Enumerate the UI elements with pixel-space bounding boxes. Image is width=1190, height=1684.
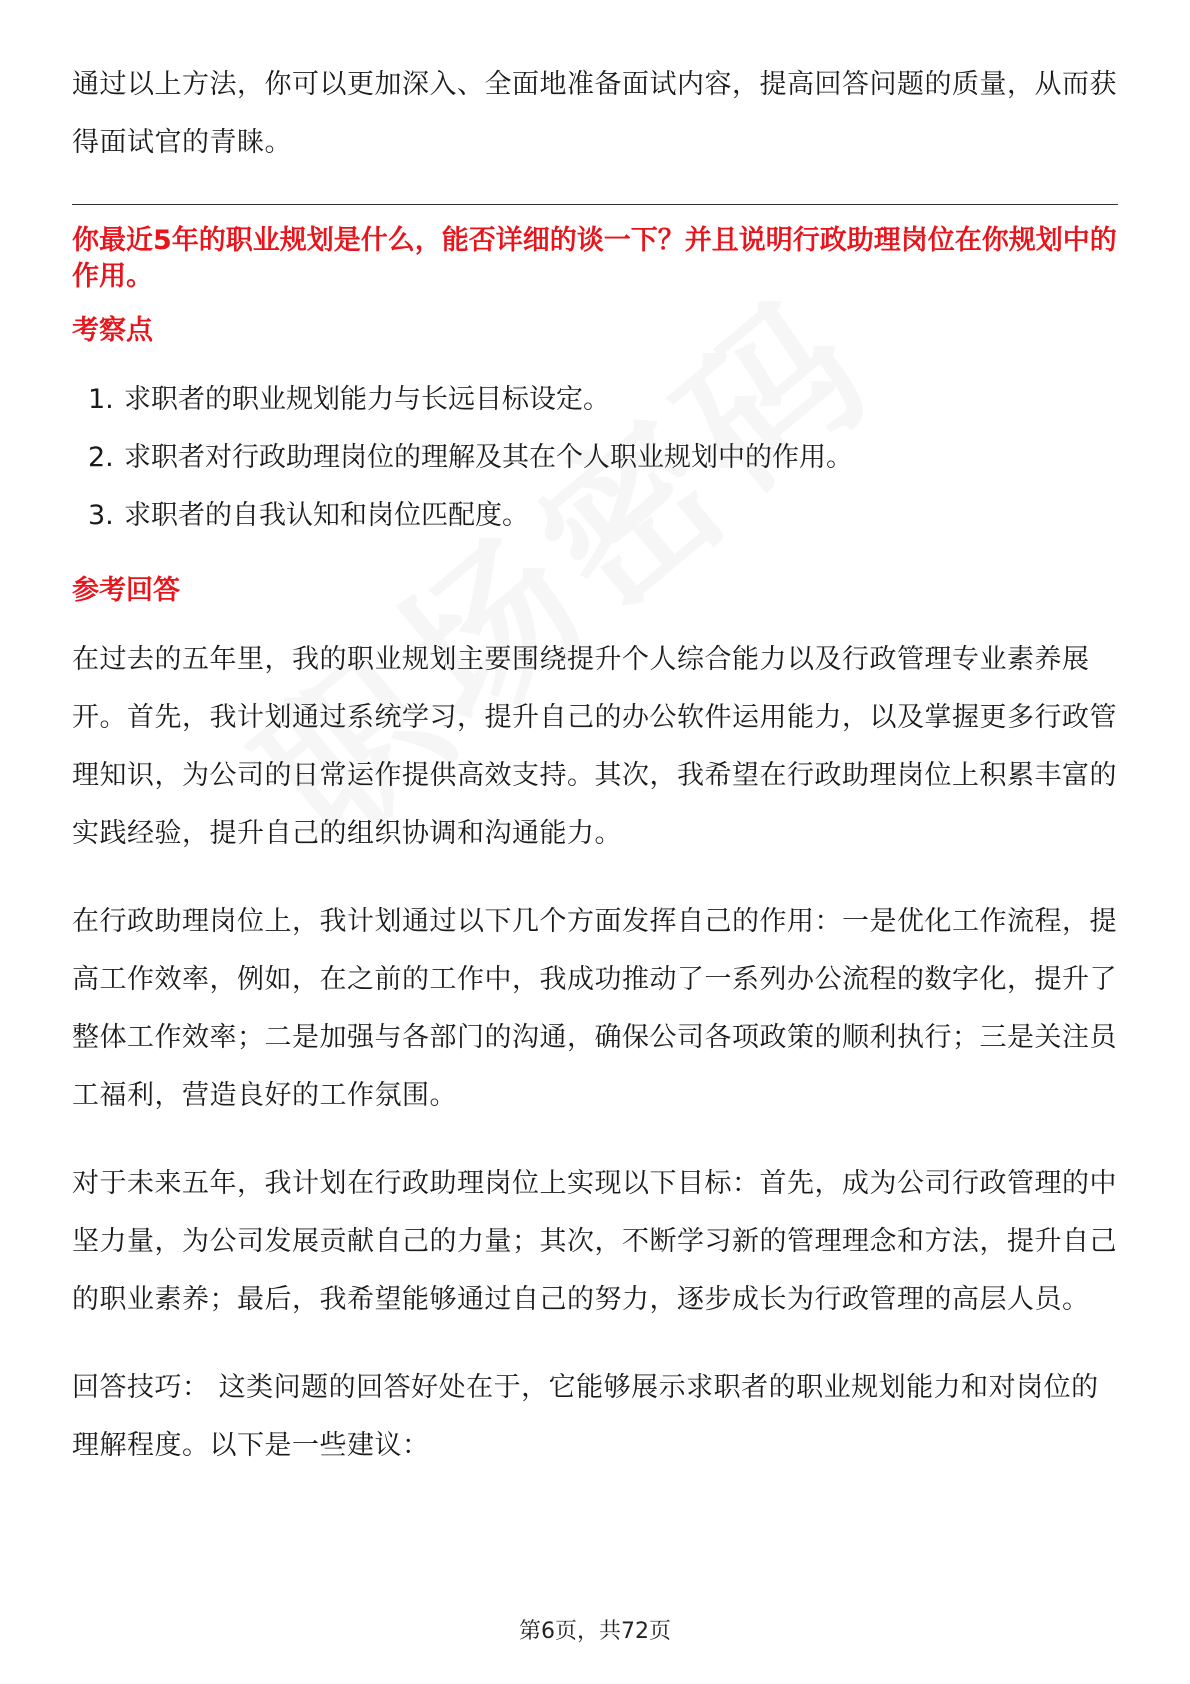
intro-paragraph: 通过以上方法，你可以更加深入、全面地准备面试内容，提高回答问题的质量，从而获得面试官的青睐。 xyxy=(72,69,1117,158)
list-item-text: 求职者的职业规划能力与长远目标设定。 xyxy=(124,384,610,415)
answer-paragraph: 在过去的五年里，我的职业规划主要围绕提升个人综合能力以及行政管理专业素养展开。首先，我计划通过系统学习，提升自己的办公软件运用能力，以及掌握更多行政管理知识，为公司的日常运作提供高效支持。其次，我希望在行政助理岗位上积累丰富的实践经验，提升自己的组织协调和沟通能力。 xyxy=(72,644,1117,849)
list-item-number: 1. xyxy=(88,384,114,415)
list-item-number: 3. xyxy=(88,500,114,531)
list-item-text: 求职者对行政助理岗位的理解及其在个人职业规划中的作用。 xyxy=(124,442,853,473)
page-footer: 第6页，共72页 xyxy=(519,1619,671,1644)
answer-paragraph: 对于未来五年，我计划在行政助理岗位上实现以下目标：首先，成为公司行政管理的中坚力量，为公司发展贡献自己的力量；其次，不断学习新的管理理念和方法，提升自己的职业素养；最后，我希望能够通过自己的努力，逐步成长为行政管理的高层人员。 xyxy=(72,1168,1117,1315)
list-item-number: 2. xyxy=(88,442,114,473)
list-item xyxy=(88,429,1118,487)
focus-list xyxy=(88,371,1118,545)
focus-title: 考察点 xyxy=(72,315,153,346)
list-item xyxy=(88,487,1118,545)
answer-title: 参考回答 xyxy=(72,575,180,606)
answer-tips-paragraph: 回答技巧： 这类问题的回答好处在于，它能够展示求职者的职业规划能力和对岗位的理解程度。以下是一些建议： xyxy=(72,1372,1099,1461)
list-item-text: 求职者的自我认知和岗位匹配度。 xyxy=(124,500,529,531)
section-divider xyxy=(72,204,1118,205)
answer-paragraph: 在行政助理岗位上，我计划通过以下几个方面发挥自己的作用：一是优化工作流程，提高工作效率，例如，在之前的工作中，我成功推动了一系列办公流程的数字化，提升了整体工作效率；二是加强与各部门的沟通，确保公司各项政策的顺利执行；三是关注员工福利，营造良好的工作氛围。 xyxy=(72,906,1117,1111)
list-item xyxy=(88,371,1118,429)
document-page xyxy=(72,56,1118,1505)
question-heading: 你最近5年的职业规划是什么，能否详细的谈一下？并且说明行政助理岗位在你规划中的作用。 xyxy=(72,225,1117,292)
